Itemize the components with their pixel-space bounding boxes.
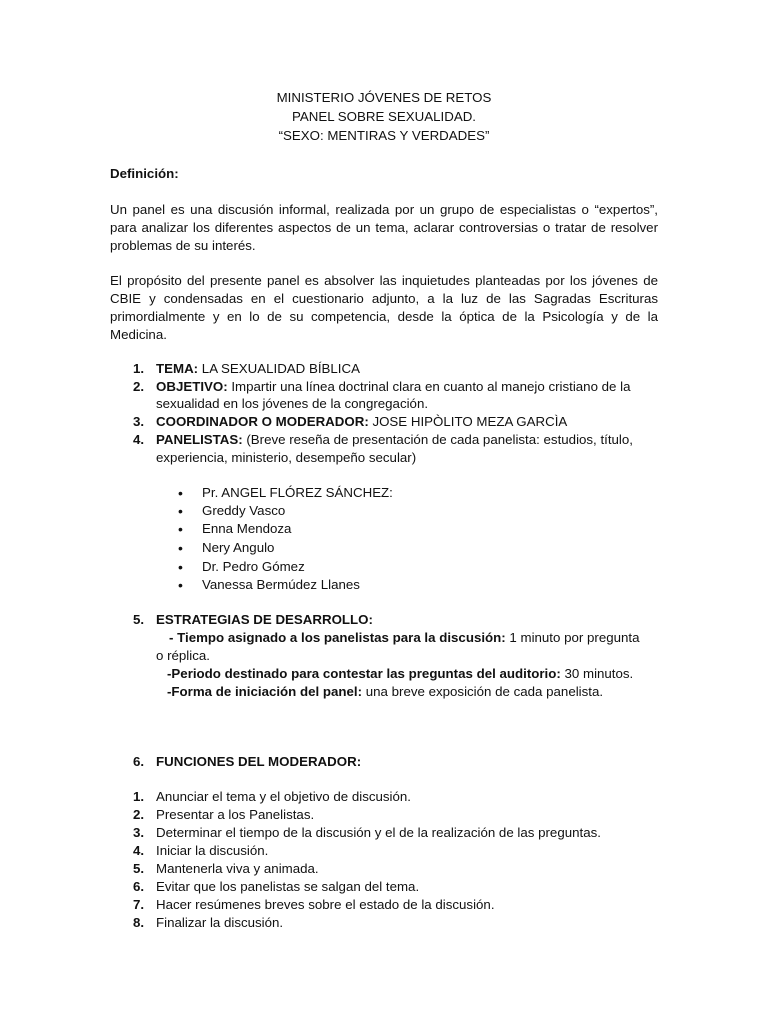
item-coordinador: [156, 413, 567, 431]
panelist-name: Enna Mendoza: [202, 521, 292, 536]
strategy-text: una breve exposición de cada panelista.: [362, 684, 604, 699]
purpose-paragraph: El propósito del presente panel es absolver las inquietudes planteadas por los jóvenes de CBIE y condensadas en el cuestionario adjunto, a la luz de las Sagradas Escrituras primordialmente y en lo de su competencia, desde la óptica de la Psicología y de la Medicina.: [110, 273, 658, 342]
function-item: Anunciar el tema y el objetivo de discusión.: [156, 789, 411, 804]
item-number: 6.: [133, 754, 145, 769]
function-number: 1.: [133, 789, 145, 804]
bullet-icon: •: [178, 577, 183, 593]
function-item: Iniciar la discusión.: [156, 843, 269, 858]
item-text: LA SEXUALIDAD BÍBLICA: [198, 361, 360, 376]
strategy-label: -Forma de iniciación del panel:: [167, 684, 363, 699]
function-number: 6.: [133, 879, 145, 894]
panelist-name: Nery Angulo: [202, 540, 275, 555]
strategy-time-panelists: [169, 629, 640, 647]
moderator-heading: FUNCIONES DEL MODERADOR:: [156, 754, 362, 769]
item-number: 2.: [133, 379, 145, 394]
item-text: Impartir una línea doctrinal clara en cuanto al manejo cristiano de la: [227, 379, 631, 394]
strategy-text: 30 minutos.: [560, 666, 634, 681]
item-label: COORDINADOR O MODERADOR:: [156, 414, 369, 429]
item-label: PANELISTAS:: [156, 432, 243, 447]
item-tema: [156, 360, 360, 378]
item-objetivo-cont: sexualidad en los jóvenes de la congregación.: [156, 396, 429, 411]
item-label: TEMA:: [156, 361, 199, 376]
bullet-icon: •: [178, 485, 183, 501]
item-number: 4.: [133, 432, 145, 447]
function-number: 4.: [133, 843, 145, 858]
function-item: Finalizar la discusión.: [156, 915, 284, 930]
bullet-icon: •: [178, 503, 183, 519]
item-number: 3.: [133, 414, 145, 429]
function-number: 5.: [133, 861, 145, 876]
function-item: Hacer resúmenes breves sobre el estado de la discusión.: [156, 897, 495, 912]
function-item: Evitar que los panelistas se salgan del tema.: [156, 879, 420, 894]
strategy-time-audience: [167, 665, 633, 683]
function-item: Determinar el tiempo de la discusión y el de la realización de las preguntas.: [156, 825, 601, 840]
bullet-icon: •: [178, 540, 183, 556]
function-item: Presentar a los Panelistas.: [156, 807, 315, 822]
item-panelistas-cont: experiencia, ministerio, desempeño secular): [156, 450, 417, 465]
item-number: 5.: [133, 612, 145, 627]
strategy-label: - Tiempo asignado a los panelistas para la discusión:: [169, 630, 506, 645]
item-objetivo: [156, 378, 631, 396]
strategy-time-cont: o réplica.: [156, 648, 210, 663]
header-theme: “SEXO: MENTIRAS Y VERDADES”: [278, 128, 490, 143]
header-ministry: MINISTERIO JÓVENES DE RETOS: [276, 90, 492, 105]
function-number: 2.: [133, 807, 145, 822]
definition-heading: Definición:: [110, 166, 179, 181]
item-text: (Breve reseña de presentación de cada panelista: estudios, título,: [242, 432, 633, 447]
bullet-icon: •: [178, 521, 183, 537]
function-number: 7.: [133, 897, 145, 912]
item-number: 1.: [133, 361, 145, 376]
strategy-label: -Periodo destinado para contestar las preguntas del auditorio:: [167, 666, 561, 681]
bullet-icon: •: [178, 559, 183, 575]
function-number: 8.: [133, 915, 145, 930]
strategies-heading: ESTRATEGIAS DE DESARROLLO:: [156, 612, 373, 627]
strategy-text: 1 minuto por pregunta: [505, 630, 640, 645]
item-panelistas: [156, 431, 633, 449]
function-number: 3.: [133, 825, 145, 840]
item-label: OBJETIVO:: [156, 379, 228, 394]
panelist-name: Greddy Vasco: [202, 503, 286, 518]
panelist-name: Dr. Pedro Gómez: [202, 559, 305, 574]
function-item: Mantenerla viva y animada.: [156, 861, 319, 876]
panelist-name: Vanessa Bermúdez Llanes: [202, 577, 360, 592]
panelist-name: Pr. ANGEL FLÓREZ SÁNCHEZ:: [202, 485, 393, 500]
strategy-start-form: [167, 683, 603, 701]
item-text: JOSE HIPÒLITO MEZA GARCÌA: [368, 414, 568, 429]
header-panel: PANEL SOBRE SEXUALIDAD.: [291, 109, 476, 124]
definition-paragraph: Un panel es una discusión informal, realizada por un grupo de especialistas o “expertos”, para analizar los diferentes aspectos de un tema, aclarar controversias o tratar de resolver problemas de su interés.: [110, 202, 658, 253]
